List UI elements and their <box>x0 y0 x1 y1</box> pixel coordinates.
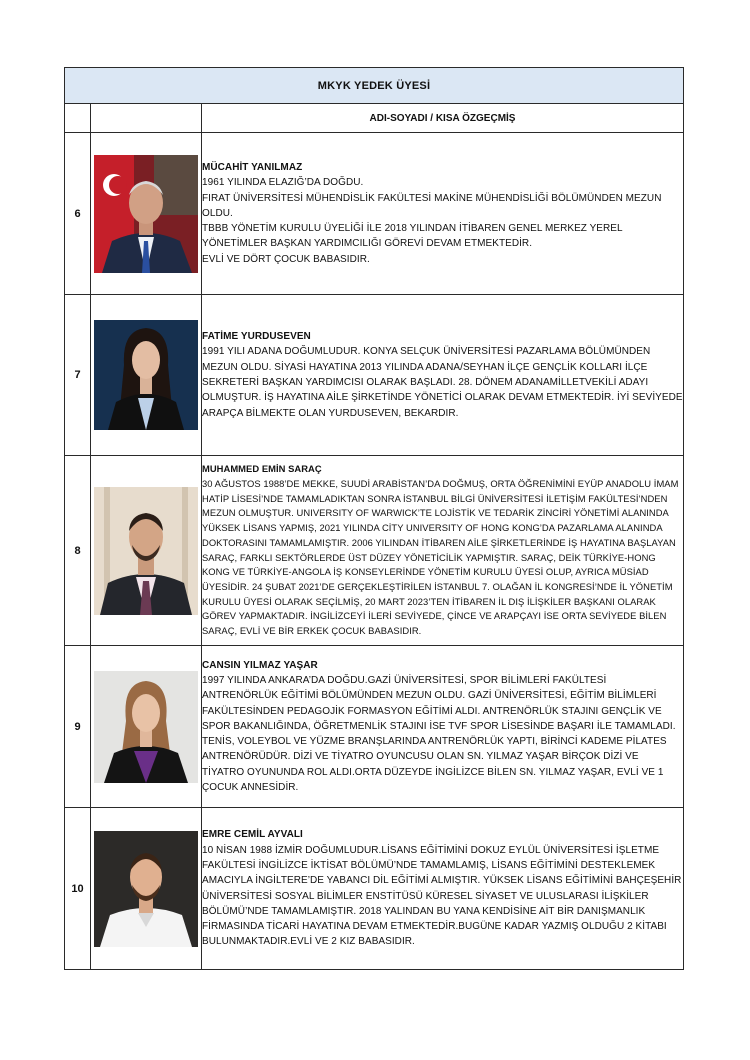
row-number: 7 <box>65 295 91 456</box>
bio-cell <box>202 808 684 970</box>
header-row <box>65 104 684 133</box>
member-name: FATİME YURDUSEVEN <box>202 331 311 343</box>
table-title: MKYK YEDEK ÜYESİ <box>65 68 684 104</box>
row-number: 10 <box>65 808 91 970</box>
portrait-photo <box>94 487 198 615</box>
bio-line: 1961 YILINDA ELAZIĞ’DA DOĞDU. <box>202 177 364 189</box>
bio-cell <box>202 133 684 295</box>
table-row <box>65 295 684 456</box>
portrait-photo <box>94 155 198 273</box>
column-header: ADI-SOYADI / KISA ÖZGEÇMİŞ <box>202 104 684 133</box>
members-table <box>64 67 684 970</box>
row-number: 9 <box>65 646 91 808</box>
member-name: EMRE CEMİL AYVALI <box>202 829 303 841</box>
member-name: MUHAMMED EMİN SARAÇ <box>202 463 322 475</box>
bio-paragraph: 10 NİSAN 1988 İZMİR DOĞUMLUDUR.LİSANS EĞİTİMİNİ DOKUZ EYLÜL ÜNİVERSİTESİ İŞLETME FAKÜLTESİ İNGİLİZCE İKTİSAT BÖLÜMÜ’NDE TAMAMLAMIŞ, LİSANS EĞİTİMİNİ DESTEKLEMEK AMACIYLA İNGİLTERE’DE YABANCI DİL EĞİTİMİ ALMIŞTIR. YÜKSEK LİSANS EĞİTİMİNİ BAHÇEŞEHİR ÜNİVERSİTESİ SOSYAL BİLİMLER ENSTİTÜSÜ KÜRESEL SİYASET VE ULUSLARASI İLİŞKİLER BÖLÜMÜ’NDE TAMAMLAMIŞTIR. 2018 YALINDAN BU YANA KENDİSİNE AİT BİR DANIŞMANLIK FİRMASINDA TİCARİ HAYATINA DEVAM ETMEKTEDİR.BUGÜNE KADAR YAZMIŞ OLDUĞU 2 KİTABI BULUNMAKTADIR.EVLİ VE 2 KIZ BABASIDIR. <box>202 844 682 948</box>
portrait-photo <box>94 320 198 430</box>
photo-cell <box>91 808 202 970</box>
photo-cell <box>91 295 202 456</box>
bio-paragraph: 1997 YILINDA ANKARA’DA DOĞDU.GAZİ ÜNİVERSİTESİ, SPOR BİLİMLERİ FAKÜLTESİ ANTRENÖRLÜK EĞİTİMİ BÖLÜMÜNDEN MEZUN OLDU. GAZİ ÜNİVERSİTESİ, EĞİTİM BİLİMLERİ FAKÜLTESİNDEN PEDAGOJİK FORMASYON EĞİTİMİ ALDI. ANTRENÖRLÜK STAJINI GENÇLİK VE SPOR BAKANLIĞINDA, ÖĞRETMENLİK STAJINI İSE TVF SPOR LİSESİNDE BAŞARI İLE TAMAMLADI. TENİS, VOLEYBOL VE YÜZME BRANŞLARINDA ANTRENÖRLÜK YAPTI, BİRİNCİ KADEME PİLATES ANTRENÖRÜDÜR. DİZİ VE TİYATRO OYUNCUSU OLAN SN. YILMAZ YAŞAR BİRÇOK DİZİ VE TİYATRO OYUNUNDA ROL ALDI.ORTA DÜZEYDE İNGİLİZCE BİLEN SN. YILMAZ YAŞAR, EVLİ VE 1 ÇOCUK ANNESİDİR. <box>202 674 676 794</box>
table-row <box>65 808 684 970</box>
photo-cell <box>91 456 202 646</box>
row-number: 6 <box>65 133 91 295</box>
title-row <box>65 68 684 104</box>
portrait-photo <box>94 831 198 947</box>
member-name: CANSIN YILMAZ YAŞAR <box>202 659 318 671</box>
header-empty-number <box>65 104 91 133</box>
bio-line: EVLİ VE DÖRT ÇOCUK BABASIDIR. <box>202 253 370 265</box>
row-number: 8 <box>65 456 91 646</box>
bio-cell <box>202 295 684 456</box>
bio-line: FIRAT ÜNİVERSİTESİ MÜHENDİSLİK FAKÜLTESİ MAKİNE MÜHENDİSLİĞİ BÖLÜMÜNDEN MEZUN OLDU. <box>202 192 662 219</box>
header-empty-photo <box>91 104 202 133</box>
member-name: MÜCAHİT YANILMAZ <box>202 161 303 173</box>
bio-line: TBBB YÖNETİM KURULU ÜYELİĞİ İLE 2018 YILINDAN İTİBAREN GENEL MERKEZ YEREL YÖNETİMLER BAŞKAN YARDIMCILIĞI GÖREVİ DEVAM ETMEKTEDİR. <box>202 223 623 250</box>
table-row <box>65 456 684 646</box>
bio-paragraph: 30 AĞUSTOS 1988’DE MEKKE, SUUDİ ARABİSTAN’DA DOĞMUŞ, ORTA ÖĞRENİMİNİ EYÜP ANADOLU İMAM HATİP LİSESİ’NDE TAMAMLADIKTAN SONRA İSTANBUL BİLGİ ÜNİVERSİTESİ İLETİŞİM FAKÜLTESİ’NDEN MEZUN OLMUŞTUR. UNIVERSITY OF WARWICK’TE LOJİSTİK VE TEDARİK ZİNCİRİ YÖNETİMİ ALANINDA YÜKSEK LİSANS YAPMIŞ, 2021 YILINDA CİTY UNIVERSITY OF HONG KONG’DA PAZARLAMA ALANINDA DOKTORASINI TAMAMLAMIŞTIR. 2006 YILINDAN İTİBAREN AİLE ŞİRKETLERİNDE İŞ HAYATINA BAŞLAYAN SARAÇ, FARKLI SEKTÖRLERDE ÜST DÜZEY YÖNETİCİLİK YAPMIŞTIR. SARAÇ, DEİK TÜRKİYE-HONG KONG VE TÜRKİYE-ANGOLA İŞ KONSEYLERİNDE YÖNETİM KURULU ÜYESİ OLUP, AYRICA MÜSİAD ÜYESİDİR. 24 ŞUBAT 2021’DE GERÇEKLEŞTİRİLEN İSTANBUL 7. OLAĞAN İL KONGRESİ’NDE İL YÖNETİM KURULU ÜYESİ OLARAK SEÇİLMİŞ, 20 MART 2023’TEN İTİBAREN İL DIŞ İLİŞKİLER BAŞKANI OLARAK GÖREV YAPMAKTADIR. İNGİLİZCEYİ İLERİ SEVİYEDE, ÇİNCE VE ARAPÇAYI İSE ORTA SEVİYEDE BİLEN SARAÇ, EVLİ VE BİR ERKEK ÇOCUK BABASIDIR. <box>202 477 679 637</box>
table-row <box>65 646 684 808</box>
bio-paragraph: 1991 YILI ADANA DOĞUMLUDUR. KONYA SELÇUK ÜNİVERSİTESİ PAZARLAMA BÖLÜMÜNDEN MEZUN OLDU. SİYASİ HAYATINA 2013 YILINDA ADANA/SEYHAN İLÇE GENÇLİK KOLLARI İLÇE SEKRETERİ BAŞKAN YARDIMCISI OLARAK BAŞLADI. 28. DÖNEM ADANAMİLLETVEKİLİ ADAYI OLMUŞTUR. İŞ HAYATINA AİLE ŞİRKETİNDE YÖNETİCİ OLARAK DEVAM ETMEKTEDİR. İYİ SEVİYEDE ARAPÇA BİLMEKTE OLAN YURDUSEVEN, BEKARDIR. <box>202 346 683 419</box>
photo-cell <box>91 133 202 295</box>
bio-cell <box>202 646 684 808</box>
table-row <box>65 133 684 295</box>
photo-cell <box>91 646 202 808</box>
portrait-photo <box>94 671 198 783</box>
bio-cell <box>202 456 684 646</box>
